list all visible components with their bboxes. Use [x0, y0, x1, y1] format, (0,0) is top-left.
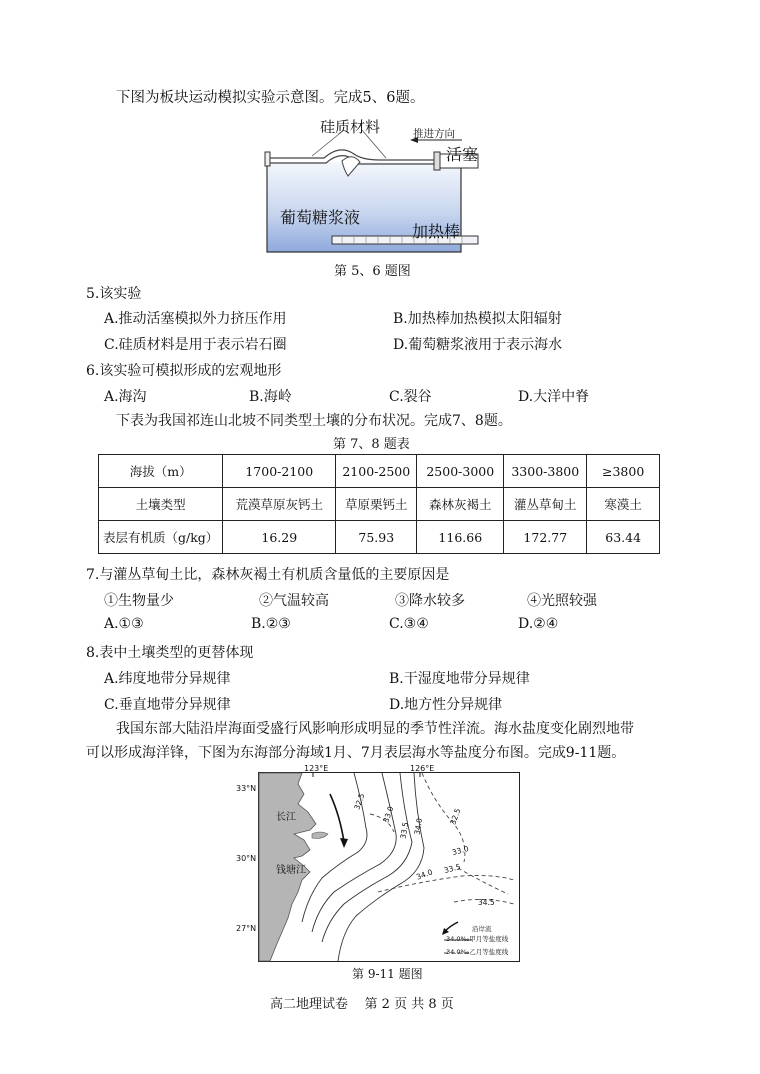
table-cell: 75.93 — [336, 521, 417, 554]
table-caption: 第 7、8 题表 — [333, 437, 410, 452]
table-cell: 3300-3800 — [504, 455, 587, 488]
q5-option-b[interactable]: B.加热棒加热模拟太阳辐射 — [393, 311, 562, 327]
q7-statement-4: ④光照较强 — [527, 593, 597, 609]
table-cell: 表层有机质（g/kg） — [99, 521, 223, 554]
isohaline-label: 33.5 — [398, 821, 411, 840]
q8-option-b[interactable]: B.干湿度地带分异规律 — [389, 671, 530, 687]
table-row — [99, 455, 660, 488]
q7-option-a[interactable]: A.①③ — [104, 616, 144, 632]
q8-option-a[interactable]: A.纬度地带分异规律 — [104, 671, 231, 687]
table-cell: ≥3800 — [587, 455, 660, 488]
lon-123-label: 123°E — [304, 764, 329, 773]
isohaline-label: 33.0 — [451, 843, 470, 858]
q7-statement-1: ①生物量少 — [104, 593, 174, 609]
table-cell: 森林灰褐土 — [417, 488, 504, 521]
solution-label: 葡萄糖浆液 — [280, 208, 361, 227]
q7-statement-3: ③降水较多 — [395, 593, 465, 609]
q8-stem: 8.表中土壤类型的更替体现 — [86, 645, 254, 661]
q6-stem: 6.该实验可模拟形成的宏观地形 — [86, 363, 282, 379]
intro-7-8: 下表为我国祁连山北坡不同类型土壤的分布状况。完成7、8题。 — [116, 413, 512, 429]
table-cell: 海拔（m） — [99, 455, 223, 488]
isohaline-label: 32.5 — [448, 807, 463, 826]
q6-option-a[interactable]: A.海沟 — [104, 389, 147, 405]
q7-option-d[interactable]: D.②④ — [518, 616, 559, 632]
table-cell: 63.44 — [587, 521, 660, 554]
lon-126-label: 126°E — [410, 764, 435, 773]
q7-option-b[interactable]: B.②③ — [251, 616, 291, 632]
figure-2-caption: 第 9-11 题图 — [352, 967, 423, 981]
lat-33-label: 33°N — [236, 784, 257, 793]
q6-option-d[interactable]: D.大洋中脊 — [518, 389, 590, 405]
isohaline-label: 32.5 — [352, 792, 367, 811]
table-cell: 灌丛草甸土 — [504, 488, 587, 521]
legend-jul-label: 34.0‰乙月等盐度线 — [446, 948, 509, 956]
q5-option-d[interactable]: D.葡萄糖浆液用于表示海水 — [393, 337, 563, 353]
page-footer: 高二地理试卷 第 2 页 共 8 页 — [270, 997, 454, 1012]
heater-label: 加热棒 — [412, 222, 461, 241]
intro-9-11-line-2: 可以形成海洋锋，下图为东海部分海域1月、7月表层海水等盐度分布图。完成9-11题。 — [86, 745, 626, 761]
q8-option-d[interactable]: D.地方性分异规律 — [389, 697, 503, 713]
silica-material-label: 硅质材料 — [320, 118, 381, 136]
q5-stem: 5.该实验 — [86, 286, 142, 302]
isohaline-label: 33.5 — [443, 861, 462, 876]
isohaline-label: 34.5 — [478, 898, 495, 907]
table-cell: 116.66 — [417, 521, 504, 554]
table-cell: 土壤类型 — [99, 488, 223, 521]
table-cell: 2100-2500 — [336, 455, 417, 488]
lat-27-label: 27°N — [236, 924, 257, 933]
piston — [434, 152, 440, 170]
table-cell: 荒漠草原灰钙土 — [223, 488, 336, 521]
table-row — [99, 488, 660, 521]
isohaline-label: 34.0 — [412, 817, 425, 836]
q5-option-c[interactable]: C.硅质材料是用于表示岩石圈 — [104, 337, 287, 353]
table-cell: 寒漠土 — [587, 488, 660, 521]
table-row — [99, 521, 660, 554]
yangtze-label: 长江 — [276, 812, 296, 823]
q5-option-a[interactable]: A.推动活塞模拟外力挤压作用 — [104, 311, 287, 327]
q6-option-b[interactable]: B.海岭 — [249, 389, 292, 405]
figure-1-caption: 第 5、6 题图 — [334, 264, 411, 279]
intro-5-6: 下图为板块运动模拟实验示意图。完成5、6题。 — [116, 90, 425, 106]
table-cell: 2500-3000 — [417, 455, 504, 488]
piston-label: 活塞 — [446, 145, 479, 164]
isohaline-label: 34.0 — [414, 867, 434, 882]
table-cell: 1700-2100 — [223, 455, 336, 488]
legend-current-label: 沿岸流 — [472, 925, 492, 933]
table-cell: 16.29 — [223, 521, 336, 554]
table-cell: 172.77 — [504, 521, 587, 554]
push-direction-label: 推进方向 — [413, 128, 455, 140]
intro-9-11-line-1: 我国东部大陆沿岸海面受盛行风影响形成明显的季节性洋流。海水盐度变化剧烈地带 — [116, 721, 634, 737]
table-cell: 草原栗钙土 — [336, 488, 417, 521]
q7-statement-2: ②气温较高 — [259, 593, 329, 609]
q6-option-c[interactable]: C.裂谷 — [389, 389, 432, 405]
q8-option-c[interactable]: C.垂直地带分异规律 — [104, 697, 231, 713]
isohaline-label: 33.0 — [381, 805, 396, 824]
q7-option-c[interactable]: C.③④ — [389, 616, 429, 632]
soil-table — [98, 454, 660, 554]
lat-30-label: 30°N — [236, 854, 257, 863]
q7-stem: 7.与灌丛草甸土比，森林灰褐土有机质含量低的主要原因是 — [86, 567, 450, 583]
legend-jan-label: 34.0‰甲月等盐度线 — [446, 935, 509, 943]
qiantang-label: 钱塘江 — [276, 865, 306, 876]
